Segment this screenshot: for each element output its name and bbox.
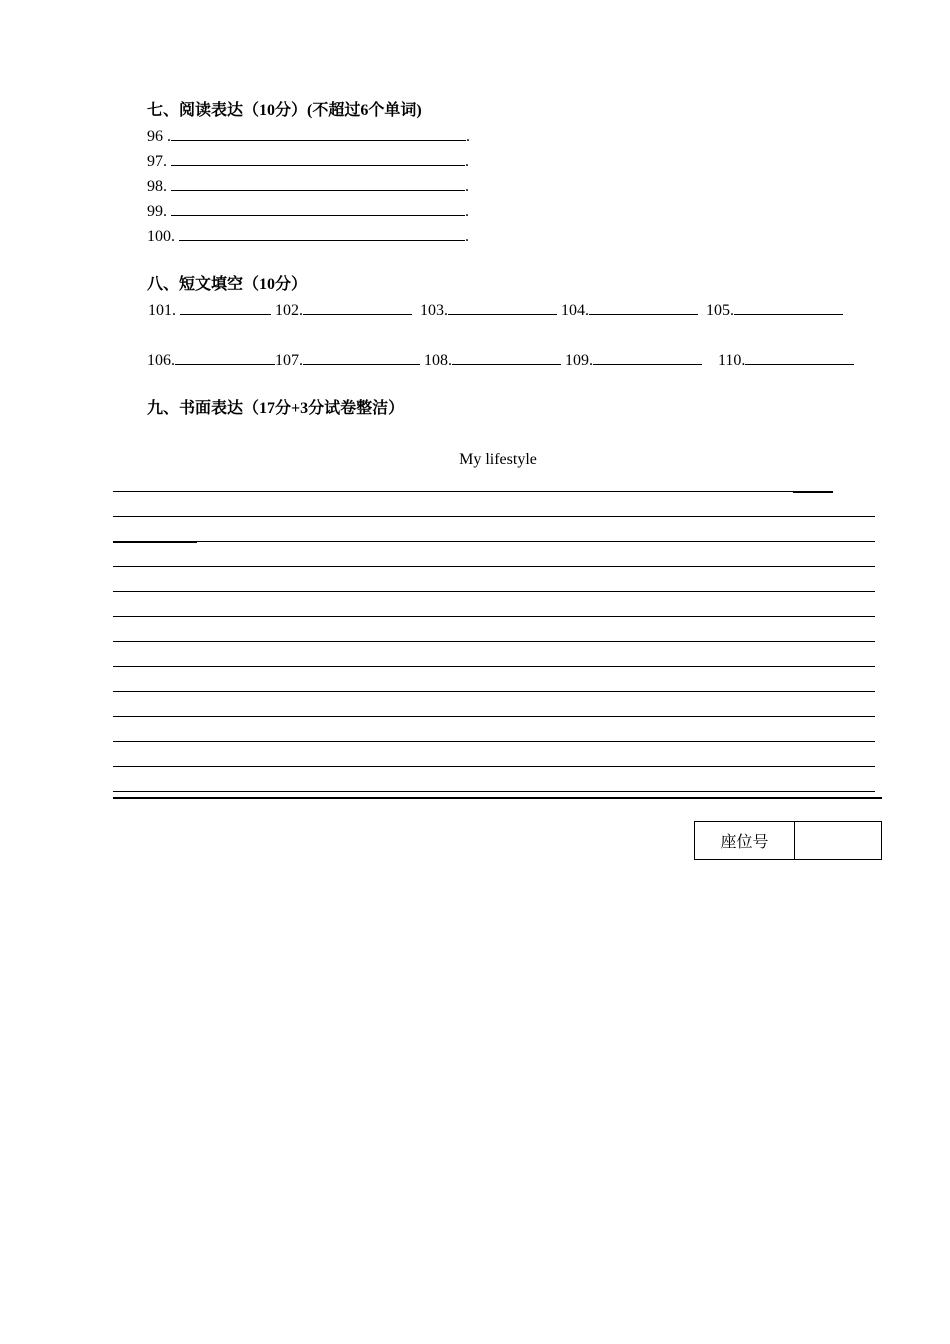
section8-heading: 八、短文填空（10分） [147, 276, 308, 293]
blank-number: 110. [718, 352, 746, 369]
blank-number: 109. [565, 352, 593, 369]
writing-line[interactable] [113, 691, 875, 692]
question-number: 99. [147, 203, 171, 220]
line-end-period: . [465, 178, 469, 195]
question-number: 97. [147, 153, 171, 170]
cloze-blank-108[interactable] [452, 350, 561, 365]
answer-line-96[interactable] [147, 126, 470, 147]
cloze-row-1 [148, 300, 843, 321]
section9-heading: 九、书面表达（17分+3分试卷整洁） [147, 400, 405, 417]
line-end-period: . [465, 228, 469, 245]
seat-number-field[interactable] [795, 822, 881, 859]
line-end-period: . [465, 203, 469, 220]
cloze-blank-104[interactable] [589, 300, 698, 315]
question-number: 98. [147, 178, 171, 195]
cloze-blank-109[interactable] [593, 350, 702, 365]
writing-line[interactable] [113, 516, 875, 517]
blank-number: 106. [147, 352, 175, 369]
blank-number: 101. [148, 302, 176, 319]
question-number: 100. [147, 228, 179, 245]
writing-line[interactable] [113, 666, 875, 667]
answer-line-99[interactable] [147, 201, 469, 222]
cloze-blank-103[interactable] [448, 300, 557, 315]
blank-number: 104. [561, 302, 589, 319]
cloze-blank-101[interactable] [180, 300, 271, 315]
seat-number-box [694, 821, 882, 860]
writing-line[interactable] [113, 741, 875, 742]
cloze-blank-110[interactable] [745, 350, 854, 365]
answer-line-98[interactable] [147, 176, 469, 197]
writing-line-emphasis [113, 541, 197, 543]
writing-line[interactable] [113, 766, 875, 767]
writing-line[interactable] [113, 591, 875, 592]
writing-line[interactable] [113, 491, 833, 492]
blank-number: 108. [424, 352, 452, 369]
section-divider [113, 797, 882, 799]
answer-blank[interactable] [171, 201, 465, 216]
blank-number: 102. [275, 302, 303, 319]
writing-line-emphasis [793, 491, 833, 493]
seat-number-label: 座位号 [695, 822, 795, 859]
blank-number: 105. [706, 302, 734, 319]
line-end-period: . [465, 153, 469, 170]
cloze-blank-107[interactable] [303, 350, 420, 365]
answer-blank[interactable] [171, 151, 465, 166]
line-end-period: . [466, 128, 470, 145]
cloze-blank-102[interactable] [303, 300, 412, 315]
answer-line-97[interactable] [147, 151, 469, 172]
blank-number: 107. [275, 352, 303, 369]
blank-number: 103. [420, 302, 448, 319]
question-number: 96 . [147, 128, 171, 145]
answer-blank[interactable] [171, 176, 465, 191]
answer-line-100[interactable] [147, 226, 469, 247]
cloze-row-2 [147, 350, 854, 371]
writing-line[interactable] [113, 791, 875, 792]
writing-line[interactable] [113, 641, 875, 642]
section7-heading: 七、阅读表达（10分）(不超过6个单词) [147, 102, 422, 119]
cloze-blank-105[interactable] [734, 300, 843, 315]
answer-blank[interactable] [171, 126, 466, 141]
essay-title: My lifestyle [459, 451, 537, 468]
writing-line[interactable] [113, 541, 875, 542]
cloze-blank-106[interactable] [175, 350, 275, 365]
writing-line[interactable] [113, 566, 875, 567]
writing-line[interactable] [113, 616, 875, 617]
writing-line[interactable] [113, 716, 875, 717]
answer-blank[interactable] [179, 226, 465, 241]
